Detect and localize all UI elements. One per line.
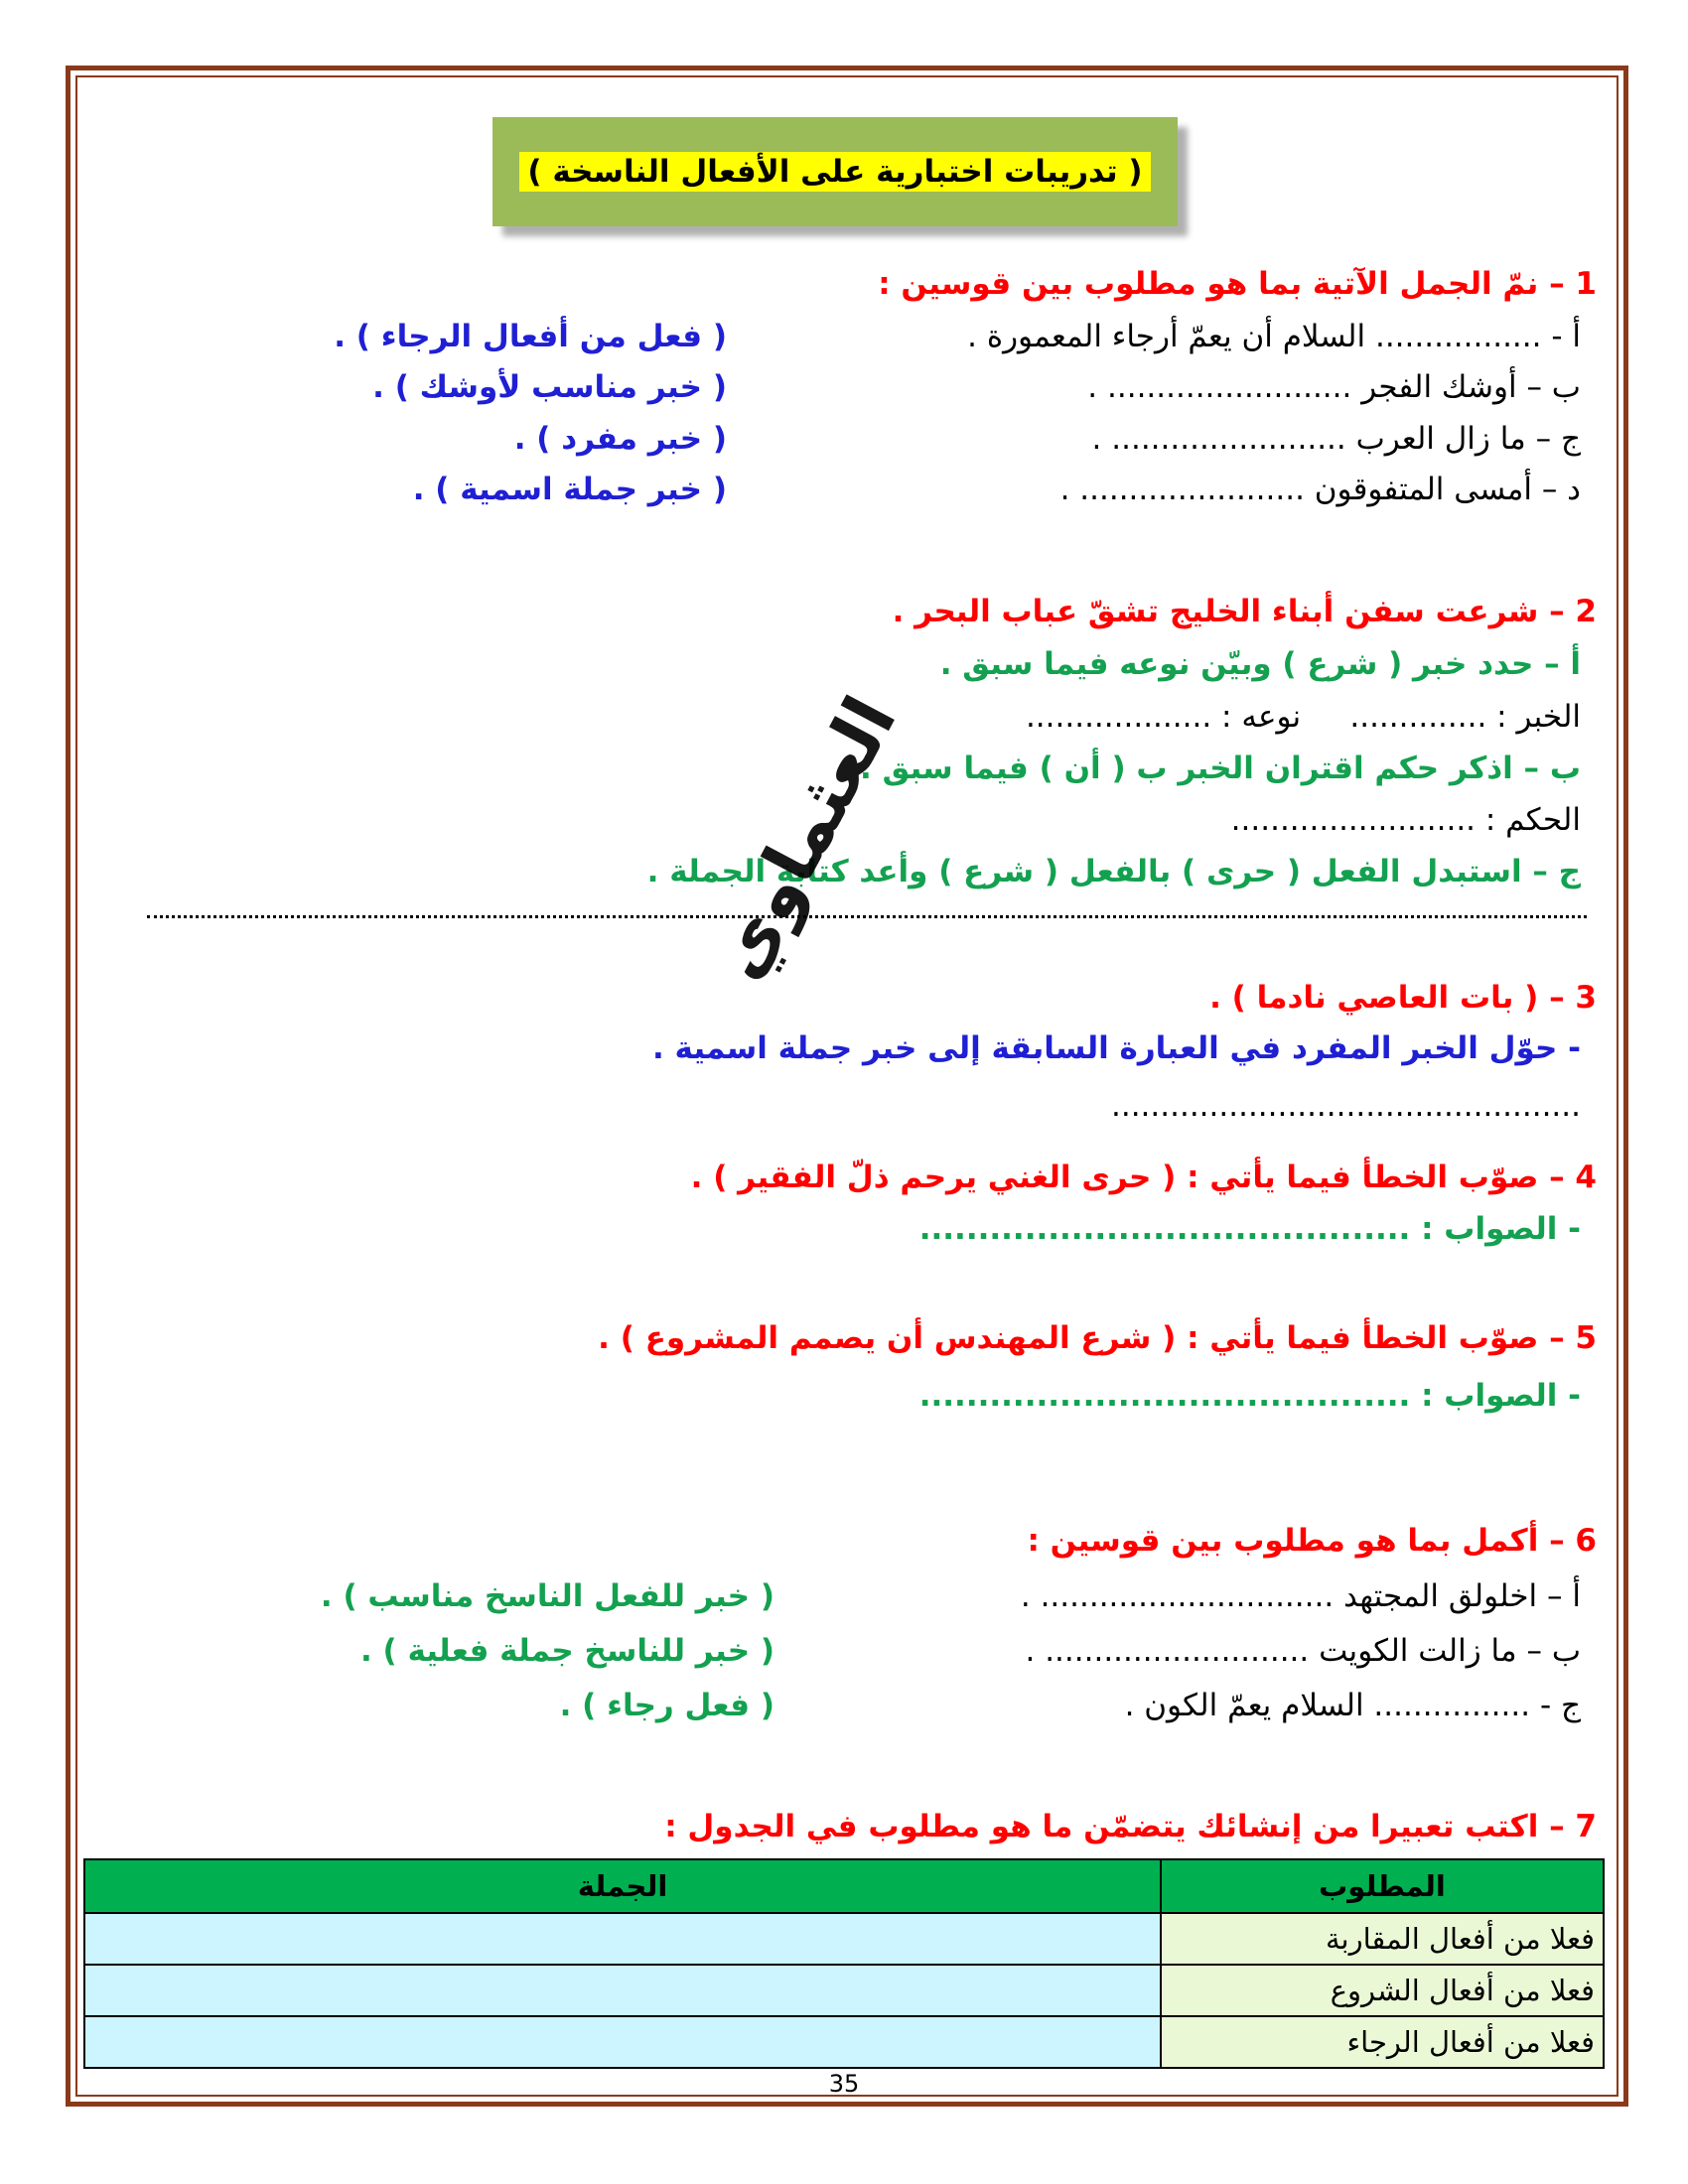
q2-answer-a: الخبر : .............. نوعه : ................... [1025, 699, 1581, 735]
table-cell-sentence-input[interactable] [84, 1965, 1161, 2016]
table-row [84, 1965, 1604, 2016]
q4-heading: 4 – صوّب الخطأ فيما يأتي : ( حرى الغني يرحم ذلّ الفقير ) . [690, 1160, 1597, 1195]
q7-heading: 7 – اكتب تعبيرا من إنشائك يتضمّن ما هو مطلوب في الجدول : [664, 1809, 1597, 1844]
q3-heading: 3 – ( بات العاصي نادما ) . [1209, 980, 1597, 1016]
q1-hint-b: ( خبر مناسب لأوشك ) . [372, 369, 727, 405]
q6-hint-c: ( فعل رجاء ) . [559, 1688, 774, 1723]
q7-answer-table [83, 1858, 1605, 2069]
q6-item-a: أ – اخلولق المجتهد .............................. . [1020, 1578, 1581, 1614]
q1-item-b: ب – أوشك الفجر ......................... . [1087, 369, 1581, 405]
table-cell-sentence-input[interactable] [84, 2016, 1161, 2068]
q6-hint-b: ( خبر للناسخ جملة فعلية ) . [359, 1633, 774, 1669]
q6-heading: 6 – أكمل بما هو مطلوب بين قوسين : [1027, 1523, 1597, 1559]
table-header-row [84, 1859, 1604, 1913]
q2-part-c: ج – استبدل الفعل ( حرى ) بالفعل ( شرع ) وأعد كتابة الجملة . [646, 854, 1581, 889]
q2-part-b: ب – اذكر حكم اقتران الخبر ب ( أن ) فيما سبق . [860, 751, 1581, 786]
table-row [84, 1913, 1604, 1965]
table-cell-required: فعلا من أفعال المقاربة [1161, 1913, 1604, 1965]
table-cell-required: فعلا من أفعال الشروع [1161, 1965, 1604, 2016]
table-cell-required: فعلا من أفعال الرجاء [1161, 2016, 1604, 2068]
q5-heading: 5 – صوّب الخطأ فيما يأتي : ( شرع المهندس أن يصمم المشروع ) . [598, 1320, 1597, 1356]
table-row [84, 2016, 1604, 2068]
author-watermark: العثماوي [695, 683, 913, 993]
q2-heading: 2 – شرعت سفن أبناء الخليج تشقّ عباب البحر . [892, 594, 1597, 629]
q5-answer: - الصواب : .......................................... [918, 1378, 1581, 1414]
q2-part-a: أ – حدد خبر ( شرع ) وبيّن نوعه فيما سبق . [939, 646, 1581, 682]
q6-hint-a: ( خبر للفعل الناسخ مناسب ) . [320, 1578, 774, 1614]
q1-item-d: د – أمسى المتفوقون ....................... . [1059, 472, 1581, 507]
q1-hint-c: ( خبر مفرد ) . [513, 421, 727, 457]
q4-answer: - الصواب : .......................................... [918, 1211, 1581, 1247]
page-title: ( تدريبات اختبارية على الأفعال الناسخة ) [519, 152, 1150, 192]
q6-item-c: ج - ................ السلام يعمّ الكون . [1124, 1688, 1581, 1723]
q1-hint-a: ( فعل من أفعال الرجاء ) . [334, 319, 727, 354]
page-number: 35 [828, 2070, 860, 2098]
q1-item-c: ج – ما زال العرب ........................ . [1091, 421, 1581, 457]
q2-answer-dotted-line [147, 915, 1587, 918]
table-header-sentence: الجملة [84, 1859, 1161, 1913]
q1-heading: 1 – نمّ الجمل الآتية بما هو مطلوب بين قوسين : [878, 266, 1597, 302]
table-cell-sentence-input[interactable] [84, 1913, 1161, 1965]
title-box [492, 117, 1178, 226]
q2-answer-b: الحكم : ......................... [1230, 802, 1581, 838]
q1-hint-d: ( خبر جملة اسمية ) . [412, 472, 727, 507]
q3-instruction: - حوّل الخبر المفرد في العبارة السابقة إلى خبر جملة اسمية . [651, 1030, 1581, 1066]
q6-item-b: ب – ما زالت الكويت ........................... . [1025, 1633, 1581, 1669]
q1-item-a: أ - ................. السلام أن يعمّ أرجاء المعمورة . [967, 319, 1581, 354]
q3-answer-line: ................................................ [1111, 1088, 1581, 1124]
table-header-required: المطلوب [1161, 1859, 1604, 1913]
